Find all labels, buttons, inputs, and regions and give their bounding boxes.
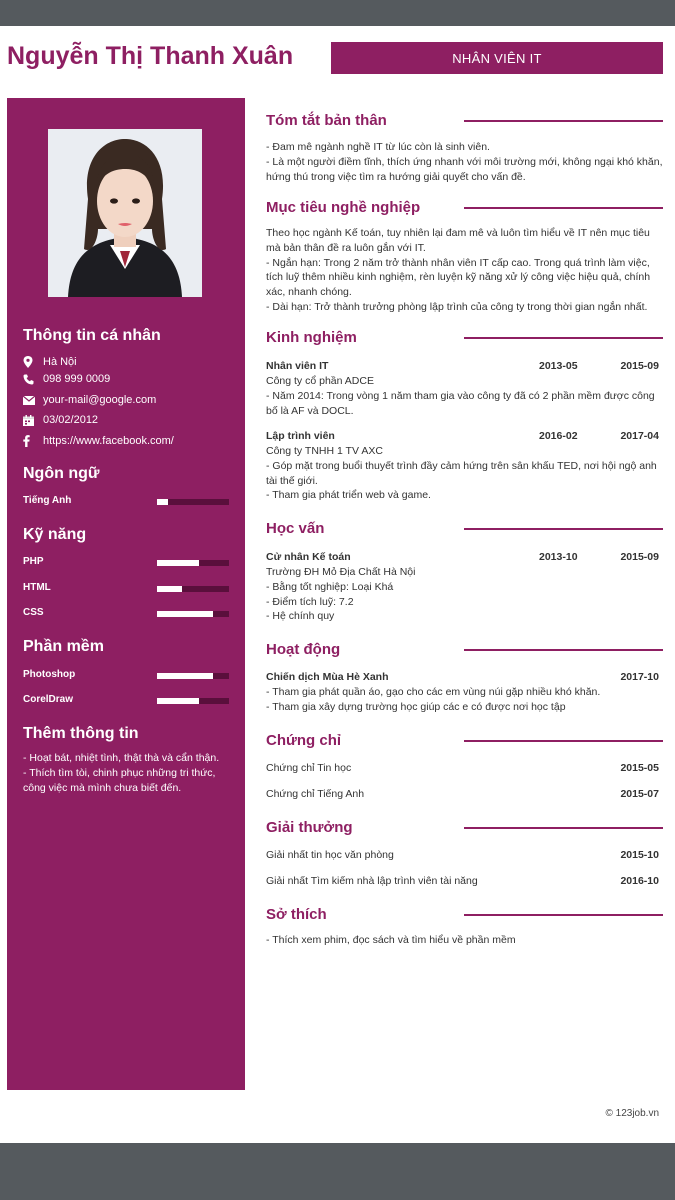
education-item bbox=[266, 551, 663, 563]
profile-photo bbox=[48, 129, 202, 297]
award-date: 2016-10 bbox=[620, 875, 659, 887]
contact-phone: 098 999 0009 bbox=[23, 373, 110, 385]
skill-bar bbox=[157, 698, 229, 704]
section-divider bbox=[464, 827, 663, 829]
end-date: 2015-09 bbox=[620, 551, 659, 563]
footer-copyright: © 123job.vn bbox=[605, 1108, 659, 1119]
calendar-icon bbox=[23, 415, 43, 426]
award-date: 2015-10 bbox=[620, 849, 659, 861]
end-date: 2017-04 bbox=[620, 430, 659, 442]
experience-heading: Kinh nghiệm bbox=[266, 329, 357, 346]
experience-item-2-details: Công ty TNHH 1 TV AXC - Góp mặt trong buổi thuyết trình đầy cảm hứng trên sân khấu TED, nơi hội ngộ anh tài thế giới. - Tham gia phát triển web và game. bbox=[266, 445, 657, 502]
activity-details: - Tham gia phát quần áo, gạo cho các em vùng núi gặp nhiều khó khăn. - Tham gia xây dựng trường học giúp các e có được nơi học tập bbox=[266, 686, 601, 713]
skill-css: CSS bbox=[23, 607, 229, 621]
objective-heading: Mục tiêu nghề nghiệp bbox=[266, 199, 421, 216]
candidate-name: Nguyễn Thị Thanh Xuân bbox=[7, 42, 294, 70]
activities-heading: Hoạt động bbox=[266, 641, 341, 658]
language-heading: Ngôn ngữ bbox=[23, 465, 100, 482]
awards-heading: Giải thưởng bbox=[266, 819, 353, 836]
certificate-item: Chứng chỉ Tin học 2015-05 bbox=[266, 762, 659, 774]
section-divider bbox=[464, 337, 663, 339]
position-label: NHÂN VIÊN IT bbox=[452, 50, 542, 66]
software-coreldraw: CorelDraw bbox=[23, 694, 229, 708]
more-info-heading: Thêm thông tin bbox=[23, 725, 139, 742]
bottom-frame-bar bbox=[0, 1143, 675, 1200]
job-title: Lập trình viên bbox=[266, 430, 335, 442]
experience-item-1-details: Công ty cổ phần ADCE - Năm 2014: Trong vòng 1 năm tham gia vào công ty đã có 2 phần mềm được công bố là AF và DOCL. bbox=[266, 375, 655, 417]
activity-title: Chiến dịch Mùa Hè Xanh bbox=[266, 671, 389, 683]
top-frame-bar bbox=[0, 0, 675, 26]
language-english: Tiếng Anh bbox=[23, 495, 229, 509]
phone-icon bbox=[23, 374, 43, 385]
hobbies-heading: Sở thích bbox=[266, 906, 327, 923]
degree-title: Cử nhân Kế toán bbox=[266, 551, 351, 563]
certificates-heading: Chứng chỉ bbox=[266, 732, 342, 749]
section-divider bbox=[464, 914, 663, 916]
experience-item-1 bbox=[266, 360, 663, 372]
certificate-item: Chứng chỉ Tiếng Anh 2015-07 bbox=[266, 788, 659, 800]
section-divider bbox=[464, 528, 663, 530]
hobbies-text: - Thích xem phim, đọc sách và tìm hiểu về phần mềm bbox=[266, 934, 516, 946]
skill-bar bbox=[157, 673, 229, 679]
education-heading: Học vấn bbox=[266, 520, 325, 537]
skill-bar bbox=[157, 499, 229, 505]
contact-address: Hà Nội bbox=[23, 356, 77, 368]
summary-text: - Đam mê ngành nghề IT từ lúc còn là sinh viên. - Là một người điềm tĩnh, thích ứng nhanh với môi trường mới, không ngại khó khăn, hứng thú trong việc tìm ra hướng giải quyết cho vấn đề. bbox=[266, 141, 663, 183]
contact-birthday: 03/02/2012 bbox=[23, 414, 98, 426]
section-divider bbox=[464, 649, 663, 651]
certificate-date: 2015-07 bbox=[620, 788, 659, 800]
section-divider bbox=[464, 207, 663, 209]
map-pin-icon bbox=[23, 356, 43, 368]
skill-html: HTML bbox=[23, 582, 229, 596]
sidebar bbox=[7, 98, 245, 1090]
activity-date: 2017-10 bbox=[620, 671, 659, 683]
end-date: 2015-09 bbox=[620, 360, 659, 372]
award-item: Giải nhất tin học văn phòng 2015-10 bbox=[266, 849, 659, 861]
education-details: Trường ĐH Mỏ Địa Chất Hà Nội - Bằng tốt nghiệp: Loại Khá - Điểm tích luỹ: 7.2 - Hệ chính quy bbox=[266, 566, 416, 623]
more-info-text: - Hoạt bát, nhiệt tình, thật thà và cẩn thận. - Thích tìm tòi, chinh phục những tri thức, công việc mà mình chưa biết đến. bbox=[23, 752, 220, 794]
skill-php: PHP bbox=[23, 556, 229, 570]
skill-bar bbox=[157, 560, 229, 566]
position-banner bbox=[331, 42, 663, 74]
skills-heading: Kỹ năng bbox=[23, 526, 87, 543]
job-title: Nhân viên IT bbox=[266, 360, 329, 372]
activity-item bbox=[266, 671, 663, 683]
start-date: 2013-10 bbox=[539, 551, 578, 563]
experience-item-2 bbox=[266, 430, 663, 442]
facebook-icon bbox=[23, 435, 43, 447]
contact-email[interactable]: your-mail@google.com bbox=[23, 394, 156, 406]
start-date: 2016-02 bbox=[539, 430, 578, 442]
contact-facebook[interactable]: https://www.facebook.com/ bbox=[23, 435, 174, 447]
start-date: 2013-05 bbox=[539, 360, 578, 372]
email-icon bbox=[23, 396, 43, 405]
software-heading: Phần mềm bbox=[23, 638, 104, 655]
section-divider bbox=[464, 740, 663, 742]
certificate-date: 2015-05 bbox=[620, 762, 659, 774]
section-divider bbox=[464, 120, 663, 122]
skill-bar bbox=[157, 586, 229, 592]
award-item: Giải nhất Tìm kiếm nhà lập trình viên tài năng 2016-10 bbox=[266, 875, 659, 887]
skill-bar bbox=[157, 611, 229, 617]
portrait-illustration bbox=[48, 129, 202, 297]
objective-text: Theo học ngành Kế toán, tuy nhiên lại đam mê và luôn tìm hiểu về IT nên mục tiêu mà bản thân đề ra luôn gắn với IT. - Ngắn hạn: Trong 2 năm trở thành nhân viên IT cấp cao. Trong quá trình làm việc, tích luỹ thêm nhiều kinh nghiệm, rèn luyện kỹ năng xử lý công việc hiệu quả, chính xác, nhanh chóng. - Dài hạn: Trở thành trưởng phòng lập trình của công ty trong thời gian ngắn nhất. bbox=[266, 227, 651, 313]
software-photoshop: Photoshop bbox=[23, 669, 229, 683]
personal-info-heading: Thông tin cá nhân bbox=[23, 327, 161, 344]
summary-heading: Tóm tắt bản thân bbox=[266, 112, 387, 129]
